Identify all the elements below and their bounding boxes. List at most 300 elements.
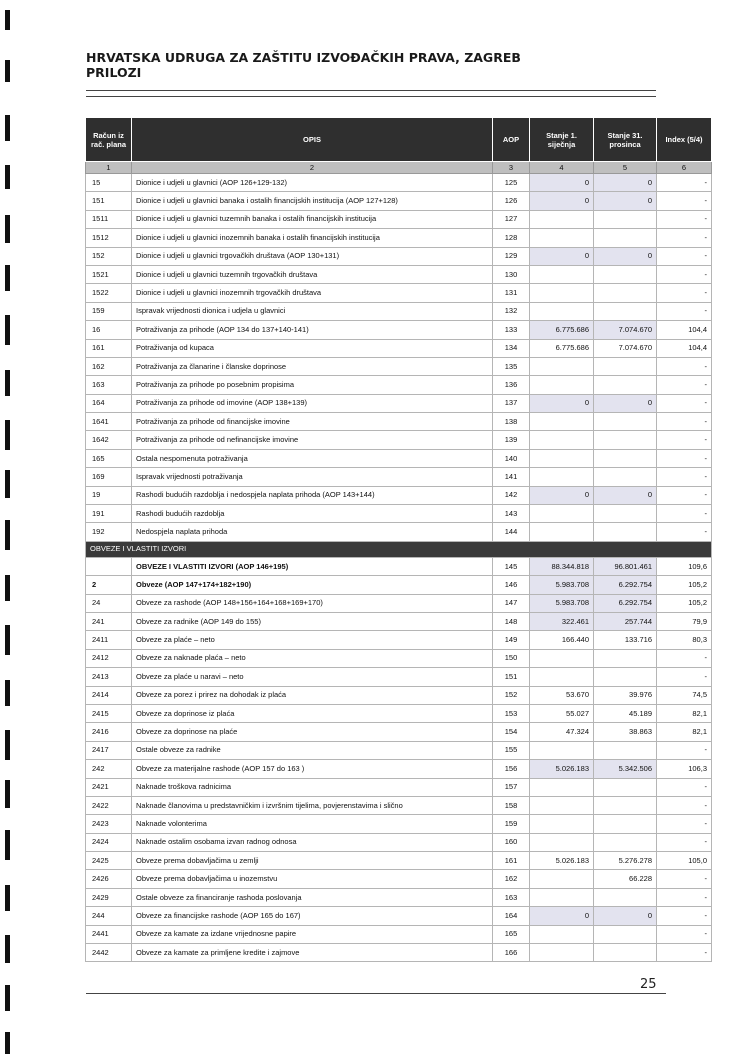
description-cell: Rashodi budućih razdoblja [132,505,493,523]
end-balance-cell: 38.863 [594,723,657,741]
account-cell: 2414 [86,686,132,704]
aop-cell: 157 [493,778,530,796]
account-cell: 162 [86,357,132,375]
aop-cell: 134 [493,339,530,357]
index-cell: 105,2 [657,594,712,612]
index-cell: - [657,229,712,247]
index-cell: 80,3 [657,631,712,649]
index-cell: - [657,796,712,814]
section-header-row [86,541,712,557]
end-balance-cell [594,523,657,541]
start-balance-cell: 6.775.686 [530,321,594,339]
description-cell: Naknade troškova radnicima [132,778,493,796]
index-cell: - [657,741,712,759]
header-rule [86,90,656,91]
end-balance-cell: 5.342.506 [594,760,657,778]
binder-mark [5,315,10,345]
account-cell: 159 [86,302,132,320]
account-cell: 2429 [86,888,132,906]
aop-cell: 126 [493,192,530,210]
start-balance-cell [530,229,594,247]
aop-cell: 141 [493,468,530,486]
table-row [86,413,712,431]
account-cell: 1511 [86,210,132,228]
header-end-balance: Stanje 31. prosinca [594,118,657,162]
aop-cell: 147 [493,594,530,612]
binder-mark [5,420,10,450]
account-cell: 2413 [86,668,132,686]
index-cell: - [657,192,712,210]
aop-cell: 163 [493,888,530,906]
description-cell: Obveze za plaće u naravi – neto [132,668,493,686]
start-balance-cell [530,778,594,796]
end-balance-cell: 0 [594,907,657,925]
table-row [86,668,712,686]
end-balance-cell: 6.292.754 [594,576,657,594]
start-balance-cell: 5.026.183 [530,852,594,870]
table-row [86,704,712,722]
binder-mark [5,10,10,30]
description-cell: Dionice i udjeli u glavnici inozemnih trgovačkih društava [132,284,493,302]
table-body-assets [86,174,712,542]
table-row [86,723,712,741]
end-balance-cell [594,210,657,228]
description-cell: Dionice i udjeli u glavnici banaka i ostalih financijskih institucija (AOP 127+128) [132,192,493,210]
index-cell: 104,4 [657,321,712,339]
end-balance-cell: 45.189 [594,704,657,722]
end-balance-cell: 0 [594,394,657,412]
description-cell: Obveze za radnike (AOP 149 do 155) [132,612,493,630]
start-balance-cell [530,468,594,486]
description-cell: Dionice i udjeli u glavnici tuzemnih banaka i ostalih financijskih institucija [132,210,493,228]
table-row [86,778,712,796]
table-row [86,796,712,814]
column-number: 4 [530,162,594,174]
table-row [86,815,712,833]
aop-cell: 158 [493,796,530,814]
table-row [86,265,712,283]
aop-cell: 154 [493,723,530,741]
end-balance-cell: 7.074.670 [594,339,657,357]
account-cell: 2423 [86,815,132,833]
aop-cell: 133 [493,321,530,339]
aop-cell: 156 [493,760,530,778]
account-cell: 1512 [86,229,132,247]
binder-mark [5,680,10,706]
header-rule [86,96,656,97]
index-cell: - [657,265,712,283]
end-balance-cell [594,888,657,906]
start-balance-cell: 0 [530,174,594,192]
account-cell: 1521 [86,265,132,283]
aop-cell: 143 [493,505,530,523]
table-row [86,468,712,486]
aop-cell: 161 [493,852,530,870]
index-cell: - [657,925,712,943]
start-balance-cell: 5.026.183 [530,760,594,778]
end-balance-cell [594,229,657,247]
column-number-row [86,162,712,174]
account-cell: 169 [86,468,132,486]
table-row [86,357,712,375]
document-header [86,50,666,80]
start-balance-cell [530,449,594,467]
start-balance-cell: 0 [530,247,594,265]
start-balance-cell: 166.440 [530,631,594,649]
column-number: 3 [493,162,530,174]
index-cell: - [657,649,712,667]
start-balance-cell [530,357,594,375]
description-cell: Ostala nespomenuta potraživanja [132,449,493,467]
start-balance-cell: 88.344.818 [530,557,594,575]
account-cell: 2442 [86,944,132,962]
account-cell: 152 [86,247,132,265]
aop-cell: 159 [493,815,530,833]
end-balance-cell [594,468,657,486]
description-cell: Obveze za financijske rashode (AOP 165 do 167) [132,907,493,925]
table-row [86,594,712,612]
aop-cell: 152 [493,686,530,704]
end-balance-cell: 7.074.670 [594,321,657,339]
description-cell: Rashodi budućih razdoblja i nedospjela naplata prihoda (AOP 143+144) [132,486,493,504]
index-cell: 104,4 [657,339,712,357]
column-number: 6 [657,162,712,174]
description-cell: Dionice i udjeli u glavnici trgovačkih društava (AOP 130+131) [132,247,493,265]
start-balance-cell [530,505,594,523]
account-cell: 2426 [86,870,132,888]
description-cell: Potraživanja za prihode od imovine (AOP 138+139) [132,394,493,412]
binder-mark [5,165,10,189]
start-balance-cell [530,815,594,833]
index-cell: - [657,833,712,851]
description-cell: Obveze za porez i prirez na dohodak iz plaća [132,686,493,704]
aop-cell: 153 [493,704,530,722]
table-row [86,486,712,504]
end-balance-cell [594,815,657,833]
description-cell: Dionice i udjeli u glavnici (AOP 126+129-132) [132,174,493,192]
binder-mark [5,935,10,963]
index-cell: 109,6 [657,557,712,575]
account-cell: 2411 [86,631,132,649]
end-balance-cell [594,357,657,375]
index-cell: 106,3 [657,760,712,778]
account-cell: 2425 [86,852,132,870]
binder-mark [5,985,10,1011]
description-cell: Obveze za materijalne rashode (AOP 157 do 163 ) [132,760,493,778]
description-cell: Dionice i udjeli u glavnici inozemnih banaka i ostalih financijskih institucija [132,229,493,247]
table-row [86,449,712,467]
account-cell: 1642 [86,431,132,449]
description-cell: Obveze za kamate za primljene kredite i zajmove [132,944,493,962]
account-cell: 2 [86,576,132,594]
description-cell: Naknade ostalim osobama izvan radnog odnosa [132,833,493,851]
description-cell: Obveze za doprinose iz plaća [132,704,493,722]
table-row [86,741,712,759]
start-balance-cell [530,925,594,943]
index-cell: 79,9 [657,612,712,630]
index-cell: - [657,449,712,467]
table-row [86,907,712,925]
account-cell: 2417 [86,741,132,759]
description-cell: Obveze za plaće – neto [132,631,493,649]
start-balance-cell [530,302,594,320]
start-balance-cell: 5.983.708 [530,594,594,612]
description-cell: Obveze za kamate za izdane vrijednosne papire [132,925,493,943]
start-balance-cell: 0 [530,394,594,412]
aop-cell: 135 [493,357,530,375]
end-balance-cell [594,284,657,302]
start-balance-cell: 5.983.708 [530,576,594,594]
start-balance-cell [530,833,594,851]
start-balance-cell [530,265,594,283]
table-body-liabilities [86,557,712,962]
binder-mark [5,115,10,141]
aop-cell: 138 [493,413,530,431]
start-balance-cell [530,796,594,814]
start-balance-cell [530,376,594,394]
end-balance-cell: 257.744 [594,612,657,630]
column-number: 5 [594,162,657,174]
table-row [86,523,712,541]
description-cell: Naknade članovima u predstavničkim i izvršnim tijelima, povjerenstavima i slično [132,796,493,814]
end-balance-cell [594,449,657,467]
description-cell: Obveze za rashode (AOP 148+156+164+168+169+170) [132,594,493,612]
page-number: 25 [640,977,657,992]
start-balance-cell [530,741,594,759]
index-cell: - [657,870,712,888]
header-subtitle: PRILOZI [86,65,142,80]
start-balance-cell [530,944,594,962]
end-balance-cell [594,778,657,796]
table-row [86,302,712,320]
table-row [86,612,712,630]
aop-cell: 164 [493,907,530,925]
header-title: HRVATSKA UDRUGA ZA ZAŠTITU IZVOĐAČKIH PRAVA, ZAGREB [86,50,521,65]
description-cell: Obveze za doprinose na plaće [132,723,493,741]
aop-cell: 131 [493,284,530,302]
account-cell: 15 [86,174,132,192]
end-balance-cell: 133.716 [594,631,657,649]
description-cell: Dionice i udjeli u glavnici tuzemnih trgovačkih društava [132,265,493,283]
aop-cell: 128 [493,229,530,247]
account-cell: 2424 [86,833,132,851]
index-cell: - [657,486,712,504]
table-row [86,505,712,523]
end-balance-cell [594,413,657,431]
account-cell: 242 [86,760,132,778]
aop-cell: 127 [493,210,530,228]
end-balance-cell [594,668,657,686]
aop-cell: 140 [493,449,530,467]
aop-cell: 132 [493,302,530,320]
account-cell: 2415 [86,704,132,722]
index-cell: - [657,431,712,449]
index-cell: - [657,413,712,431]
end-balance-cell [594,925,657,943]
binder-mark [5,625,10,655]
end-balance-cell: 66.228 [594,870,657,888]
aop-cell: 160 [493,833,530,851]
binder-mark [5,370,10,396]
end-balance-cell [594,833,657,851]
account-cell: 241 [86,612,132,630]
table-row [86,631,712,649]
description-cell: Potraživanja od kupaca [132,339,493,357]
end-balance-cell [594,265,657,283]
account-cell: 1522 [86,284,132,302]
table-row [86,760,712,778]
account-cell: 16 [86,321,132,339]
binder-mark [5,1032,10,1054]
binder-mark [5,885,10,911]
table-row [86,852,712,870]
start-balance-cell [530,870,594,888]
table-row [86,174,712,192]
account-cell: 2416 [86,723,132,741]
header-index: Index (5/4) [657,118,712,162]
table-row [86,870,712,888]
start-balance-cell: 53.670 [530,686,594,704]
description-cell: Ostale obveze za financiranje rashoda poslovanja [132,888,493,906]
table-row [86,376,712,394]
table-row [86,431,712,449]
table-row [86,394,712,412]
end-balance-cell [594,741,657,759]
header-start-balance: Stanje 1. siječnja [530,118,594,162]
description-cell: Potraživanja za prihode od financijske imovine [132,413,493,431]
header-description: OPIS [132,118,493,162]
end-balance-cell [594,944,657,962]
binder-mark [5,575,10,601]
aop-cell: 142 [493,486,530,504]
description-cell: Obveze prema dobavljačima u inozemstvu [132,870,493,888]
binder-mark [5,730,10,760]
index-cell: - [657,523,712,541]
description-cell: Ispravak vrijednosti potraživanja [132,468,493,486]
aop-cell: 149 [493,631,530,649]
table-row [86,649,712,667]
aop-cell: 136 [493,376,530,394]
description-cell: Ispravak vrijednosti dionica i udjela u glavnici [132,302,493,320]
end-balance-cell: 0 [594,486,657,504]
account-cell: 2412 [86,649,132,667]
index-cell: 105,0 [657,852,712,870]
account-cell: 191 [86,505,132,523]
aop-cell: 151 [493,668,530,686]
start-balance-cell [530,413,594,431]
binder-mark [5,780,10,808]
account-cell: 2421 [86,778,132,796]
description-cell: Naknade volonterima [132,815,493,833]
header-account: Račun iz rač. plana [86,118,132,162]
account-cell: 165 [86,449,132,467]
balance-table-container [85,117,711,962]
description-cell: Obveze (AOP 147+174+182+190) [132,576,493,594]
account-cell: 1641 [86,413,132,431]
end-balance-cell: 0 [594,174,657,192]
index-cell: - [657,376,712,394]
start-balance-cell: 0 [530,192,594,210]
description-cell: Obveze prema dobavljačima u zemlji [132,852,493,870]
aop-cell: 129 [493,247,530,265]
start-balance-cell [530,431,594,449]
aop-cell: 166 [493,944,530,962]
account-cell: 192 [86,523,132,541]
index-cell: - [657,778,712,796]
binder-mark [5,60,10,82]
start-balance-cell: 55.027 [530,704,594,722]
index-cell: - [657,174,712,192]
start-balance-cell: 0 [530,486,594,504]
start-balance-cell: 322.461 [530,612,594,630]
description-cell: Potraživanja za članarine i članske doprinose [132,357,493,375]
end-balance-cell: 0 [594,192,657,210]
aop-cell: 155 [493,741,530,759]
description-cell: Nedospjela naplata prihoda [132,523,493,541]
index-cell: - [657,815,712,833]
aop-cell: 165 [493,925,530,943]
end-balance-cell [594,649,657,667]
index-cell: - [657,468,712,486]
binder-mark [5,470,10,498]
end-balance-cell [594,505,657,523]
footer-rule [86,993,666,994]
table-row [86,557,712,575]
index-cell: - [657,505,712,523]
description-cell: Ostale obveze za radnike [132,741,493,759]
start-balance-cell: 47.324 [530,723,594,741]
balance-table [85,117,712,962]
index-cell: - [657,284,712,302]
end-balance-cell [594,302,657,320]
end-balance-cell: 39.976 [594,686,657,704]
table-row [86,339,712,357]
aop-cell: 146 [493,576,530,594]
table-row [86,833,712,851]
end-balance-cell: 0 [594,247,657,265]
aop-cell: 125 [493,174,530,192]
section-label: OBVEZE I VLASTITI IZVORI [86,541,712,557]
end-balance-cell [594,376,657,394]
column-number: 1 [86,162,132,174]
index-cell: 105,2 [657,576,712,594]
account-cell: 19 [86,486,132,504]
column-number: 2 [132,162,493,174]
aop-cell: 148 [493,612,530,630]
description-cell: Potraživanja za prihode (AOP 134 do 137+140-141) [132,321,493,339]
start-balance-cell [530,888,594,906]
start-balance-cell: 6.775.686 [530,339,594,357]
account-cell: 2441 [86,925,132,943]
index-cell: 82,1 [657,704,712,722]
table-row [86,925,712,943]
account-cell [86,557,132,575]
table-row [86,192,712,210]
end-balance-cell [594,796,657,814]
account-cell: 161 [86,339,132,357]
index-cell: 82,1 [657,723,712,741]
index-cell: - [657,247,712,265]
account-cell: 164 [86,394,132,412]
binder-mark [5,215,10,243]
aop-cell: 150 [493,649,530,667]
aop-cell: 139 [493,431,530,449]
table-row [86,686,712,704]
end-balance-cell: 5.276.278 [594,852,657,870]
table-row [86,321,712,339]
binder-mark [5,520,10,550]
index-cell: - [657,357,712,375]
